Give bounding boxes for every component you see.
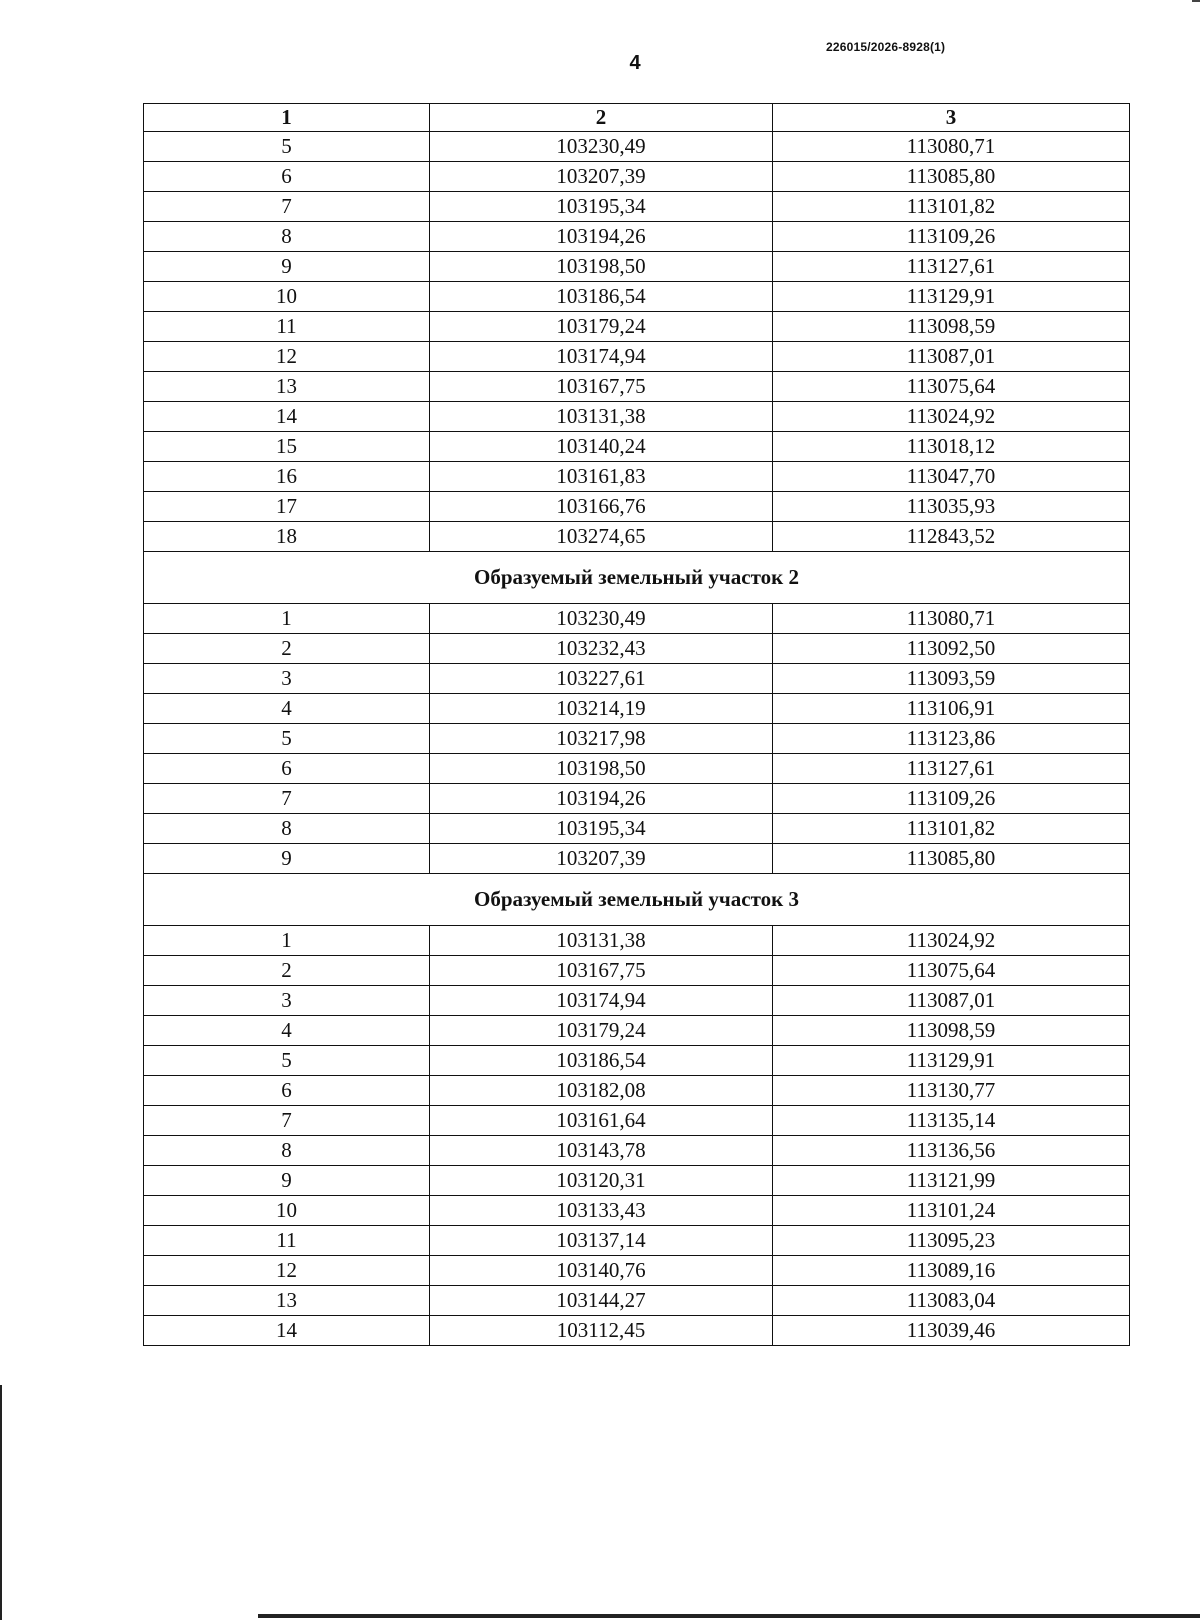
x-coordinate-cell: 103186,54 [430,1046,773,1076]
y-coordinate-cell: 113024,92 [773,926,1130,956]
y-coordinate-cell: 113095,23 [773,1226,1130,1256]
y-coordinate-cell: 113101,24 [773,1196,1130,1226]
point-number-cell: 12 [144,1256,430,1286]
table-row [144,604,1130,634]
table-row [144,1136,1130,1166]
table-row [144,192,1130,222]
table-row [144,492,1130,522]
x-coordinate-cell: 103214,19 [430,694,773,724]
y-coordinate-cell: 113075,64 [773,372,1130,402]
table-row [144,312,1130,342]
table-row [144,1016,1130,1046]
x-coordinate-cell: 103198,50 [430,754,773,784]
table-row [144,222,1130,252]
x-coordinate-cell: 103120,31 [430,1166,773,1196]
table-row [144,1256,1130,1286]
y-coordinate-cell: 113093,59 [773,664,1130,694]
page-number: 4 [629,52,641,74]
scan-edge-line [0,1385,2,1620]
point-number-cell: 1 [144,926,430,956]
column-header: 1 [144,104,430,132]
y-coordinate-cell: 113123,86 [773,724,1130,754]
y-coordinate-cell: 113127,61 [773,252,1130,282]
point-number-cell: 6 [144,754,430,784]
x-coordinate-cell: 103230,49 [430,604,773,634]
point-number-cell: 8 [144,1136,430,1166]
y-coordinate-cell: 113024,92 [773,402,1130,432]
table-row [144,814,1130,844]
table-row [144,402,1130,432]
x-coordinate-cell: 103144,27 [430,1286,773,1316]
table-row [144,522,1130,552]
table-row [144,462,1130,492]
point-number-cell: 3 [144,664,430,694]
x-coordinate-cell: 103167,75 [430,372,773,402]
table-row [144,1196,1130,1226]
y-coordinate-cell: 113135,14 [773,1106,1130,1136]
y-coordinate-cell: 113087,01 [773,342,1130,372]
x-coordinate-cell: 103195,34 [430,192,773,222]
point-number-cell: 5 [144,132,430,162]
table-row [144,956,1130,986]
point-number-cell: 8 [144,814,430,844]
table-row [144,754,1130,784]
x-coordinate-cell: 103274,65 [430,522,773,552]
y-coordinate-cell: 113109,26 [773,222,1130,252]
point-number-cell: 4 [144,694,430,724]
scan-edge-mark [1192,0,1200,2]
document-code: 226015/2026-8928(1) [826,40,946,54]
x-coordinate-cell: 103137,14 [430,1226,773,1256]
table-row [144,162,1130,192]
x-coordinate-cell: 103131,38 [430,402,773,432]
y-coordinate-cell: 113127,61 [773,754,1130,784]
x-coordinate-cell: 103131,38 [430,926,773,956]
x-coordinate-cell: 103112,45 [430,1316,773,1346]
x-coordinate-cell: 103161,64 [430,1106,773,1136]
point-number-cell: 16 [144,462,430,492]
section-title: Образуемый земельный участок 3 [144,874,1130,926]
table-row [144,1286,1130,1316]
x-coordinate-cell: 103227,61 [430,664,773,694]
table-row [144,724,1130,754]
x-coordinate-cell: 103179,24 [430,1016,773,1046]
y-coordinate-cell: 113106,91 [773,694,1130,724]
point-number-cell: 6 [144,162,430,192]
y-coordinate-cell: 113098,59 [773,1016,1130,1046]
x-coordinate-cell: 103195,34 [430,814,773,844]
table-row [144,282,1130,312]
point-number-cell: 15 [144,432,430,462]
table-row [144,986,1130,1016]
x-coordinate-cell: 103179,24 [430,312,773,342]
table-row [144,252,1130,282]
point-number-cell: 5 [144,724,430,754]
y-coordinate-cell: 112843,52 [773,522,1130,552]
table-row [144,132,1130,162]
y-coordinate-cell: 113129,91 [773,282,1130,312]
y-coordinate-cell: 113098,59 [773,312,1130,342]
table-row [144,664,1130,694]
x-coordinate-cell: 103166,76 [430,492,773,522]
table-row [144,372,1130,402]
point-number-cell: 4 [144,1016,430,1046]
table-row [144,784,1130,814]
point-number-cell: 13 [144,372,430,402]
table-row [144,1166,1130,1196]
y-coordinate-cell: 113087,01 [773,986,1130,1016]
table-row [144,634,1130,664]
table-row [144,342,1130,372]
table-row [144,694,1130,724]
point-number-cell: 9 [144,1166,430,1196]
y-coordinate-cell: 113075,64 [773,956,1130,986]
x-coordinate-cell: 103174,94 [430,342,773,372]
x-coordinate-cell: 103133,43 [430,1196,773,1226]
table-header-row [144,104,1130,132]
point-number-cell: 10 [144,1196,430,1226]
point-number-cell: 7 [144,192,430,222]
column-header: 2 [430,104,773,132]
point-number-cell: 7 [144,784,430,814]
point-number-cell: 9 [144,844,430,874]
point-number-cell: 17 [144,492,430,522]
table-row [144,926,1130,956]
x-coordinate-cell: 103140,76 [430,1256,773,1286]
x-coordinate-cell: 103207,39 [430,162,773,192]
y-coordinate-cell: 113047,70 [773,462,1130,492]
x-coordinate-cell: 103182,08 [430,1076,773,1106]
table-row [144,1226,1130,1256]
x-coordinate-cell: 103186,54 [430,282,773,312]
y-coordinate-cell: 113121,99 [773,1166,1130,1196]
y-coordinate-cell: 113101,82 [773,192,1130,222]
section-title-row [144,874,1130,926]
table-row [144,1316,1130,1346]
table-row [144,1106,1130,1136]
x-coordinate-cell: 103143,78 [430,1136,773,1166]
point-number-cell: 6 [144,1076,430,1106]
section-title: Образуемый земельный участок 2 [144,552,1130,604]
y-coordinate-cell: 113085,80 [773,162,1130,192]
x-coordinate-cell: 103140,24 [430,432,773,462]
coordinates-table-body [144,104,1130,1346]
coordinates-table [143,103,1130,1346]
y-coordinate-cell: 113101,82 [773,814,1130,844]
table-row [144,432,1130,462]
y-coordinate-cell: 113080,71 [773,132,1130,162]
table-row [144,1046,1130,1076]
y-coordinate-cell: 113039,46 [773,1316,1130,1346]
section-title-row [144,552,1130,604]
point-number-cell: 12 [144,342,430,372]
point-number-cell: 13 [144,1286,430,1316]
point-number-cell: 11 [144,312,430,342]
point-number-cell: 14 [144,1316,430,1346]
scan-edge-line [258,1614,1200,1618]
y-coordinate-cell: 113085,80 [773,844,1130,874]
x-coordinate-cell: 103232,43 [430,634,773,664]
y-coordinate-cell: 113136,56 [773,1136,1130,1166]
point-number-cell: 5 [144,1046,430,1076]
point-number-cell: 8 [144,222,430,252]
y-coordinate-cell: 113035,93 [773,492,1130,522]
point-number-cell: 2 [144,956,430,986]
point-number-cell: 10 [144,282,430,312]
y-coordinate-cell: 113083,04 [773,1286,1130,1316]
x-coordinate-cell: 103194,26 [430,222,773,252]
x-coordinate-cell: 103198,50 [430,252,773,282]
point-number-cell: 14 [144,402,430,432]
y-coordinate-cell: 113080,71 [773,604,1130,634]
x-coordinate-cell: 103167,75 [430,956,773,986]
column-header: 3 [773,104,1130,132]
x-coordinate-cell: 103217,98 [430,724,773,754]
y-coordinate-cell: 113109,26 [773,784,1130,814]
point-number-cell: 18 [144,522,430,552]
point-number-cell: 7 [144,1106,430,1136]
y-coordinate-cell: 113089,16 [773,1256,1130,1286]
point-number-cell: 3 [144,986,430,1016]
y-coordinate-cell: 113129,91 [773,1046,1130,1076]
x-coordinate-cell: 103230,49 [430,132,773,162]
y-coordinate-cell: 113018,12 [773,432,1130,462]
point-number-cell: 1 [144,604,430,634]
x-coordinate-cell: 103161,83 [430,462,773,492]
x-coordinate-cell: 103207,39 [430,844,773,874]
point-number-cell: 11 [144,1226,430,1256]
y-coordinate-cell: 113130,77 [773,1076,1130,1106]
table-row [144,1076,1130,1106]
x-coordinate-cell: 103194,26 [430,784,773,814]
x-coordinate-cell: 103174,94 [430,986,773,1016]
y-coordinate-cell: 113092,50 [773,634,1130,664]
table-row [144,844,1130,874]
point-number-cell: 2 [144,634,430,664]
point-number-cell: 9 [144,252,430,282]
